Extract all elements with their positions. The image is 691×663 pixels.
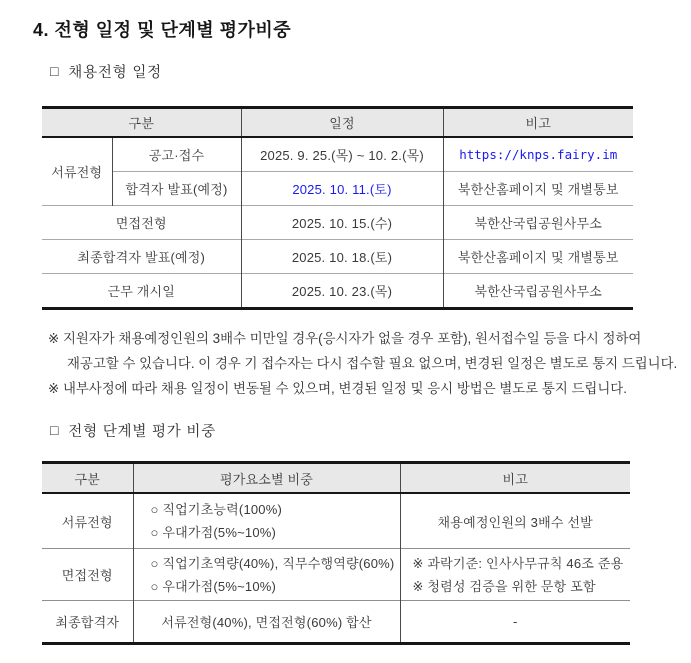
schedule-row-workstart-label: 근무 개시일	[42, 274, 241, 309]
weight-row-final-criteria: 서류전형(40%), 면접전형(60%) 합산	[133, 601, 400, 644]
schedule-row-interview-label: 면접전형	[42, 206, 241, 240]
schedule-row-interview-note: 북한산국립공원사무소	[443, 206, 633, 240]
section-heading-schedule-label: 채용전형 일정	[68, 65, 162, 81]
weight-row-final-note: -	[400, 601, 630, 644]
table-row	[42, 172, 633, 206]
schedule-col-note: 비고	[443, 108, 633, 138]
weight-table	[42, 461, 630, 645]
schedule-row-announce-label: 공고·접수	[112, 137, 241, 172]
weight-row-interview-note: ※ 과락기준: 인사사무규칙 46조 준용 ※ 청렴성 검증을 위한 문항 포함	[400, 549, 630, 601]
schedule-row-announce-date: 2025. 9. 25.(목) ~ 10. 2.(목)	[241, 137, 443, 172]
square-bullet-icon: □	[50, 422, 60, 438]
note-line-3: ※ 내부사정에 따라 채용 일정이 변동될 수 있으며, 변경된 일정 및 응시 방법은 별도로 통지 드립니다.	[48, 381, 627, 396]
weight-table-header-row	[42, 463, 630, 494]
weight-row-final-stage: 최종합격자	[42, 601, 133, 644]
table-row	[42, 274, 633, 309]
weight-row-interview-stage: 면접전형	[42, 549, 133, 601]
weight-row-document-note: 채용예정인원의 3배수 선발	[400, 493, 630, 549]
schedule-row-pass-date: 2025. 10. 11.(토)	[241, 172, 443, 206]
table-row	[42, 493, 630, 549]
table-row	[42, 137, 633, 172]
schedule-table-header-row	[42, 108, 633, 138]
weight-row-interview-criteria: ○ 직업기초역량(40%), 직무수행역량(60%) ○ 우대가점(5%~10%)	[133, 549, 400, 601]
section-heading-weights-label: 전형 단계별 평가 비중	[68, 424, 217, 440]
table-row	[42, 240, 633, 274]
section-heading-weights	[50, 420, 691, 441]
weight-col-criteria: 평가요소별 비중	[133, 463, 400, 494]
table-row	[42, 206, 633, 240]
weight-col-category: 구분	[42, 463, 133, 494]
table-row	[42, 549, 630, 601]
schedule-row-final-note: 북한산홈페이지 및 개별통보	[443, 240, 633, 274]
schedule-row-final-date: 2025. 10. 18.(토)	[241, 240, 443, 274]
schedule-row-final-label: 최종합격자 발표(예정)	[42, 240, 241, 274]
page-title: 4. 전형 일정 및 단계별 평가비중	[33, 20, 292, 40]
square-bullet-icon: □	[50, 63, 60, 79]
schedule-col-date: 일정	[241, 108, 443, 138]
schedule-notes	[48, 326, 678, 401]
schedule-row-workstart-note: 북한산국립공원사무소	[443, 274, 633, 309]
weight-row-document-stage: 서류전형	[61, 514, 113, 530]
schedule-stage-document: 서류전형	[51, 165, 103, 180]
schedule-row-interview-date: 2025. 10. 15.(수)	[241, 206, 443, 240]
schedule-table	[42, 106, 633, 310]
note-line-1: ※ 지원자가 채용예정인원의 3배수 미만일 경우(응시자가 없을 경우 포함), 원서접수일 등을 다시 정하여	[48, 331, 642, 346]
note-line-2: 재공고할 수 있습니다. 이 경우 기 접수자는 다시 접수할 필요 없으며, 변경된 일정은 별도로 통지 드립니다.	[67, 356, 678, 371]
schedule-row-workstart-date: 2025. 10. 23.(목)	[241, 274, 443, 309]
schedule-row-pass-note: 북한산홈페이지 및 개별통보	[443, 172, 633, 206]
schedule-row-pass-label: 합격자 발표(예정)	[112, 172, 241, 206]
weight-row-document-criteria: ○ 직업기초능력(100%) ○ 우대가점(5%~10%)	[133, 493, 400, 549]
schedule-col-category: 구분	[42, 108, 241, 138]
apply-url-link[interactable]: https://knps.fairy.im	[459, 147, 618, 162]
table-row	[42, 601, 630, 644]
section-heading-schedule	[50, 61, 691, 82]
weight-col-note: 비고	[400, 463, 630, 494]
